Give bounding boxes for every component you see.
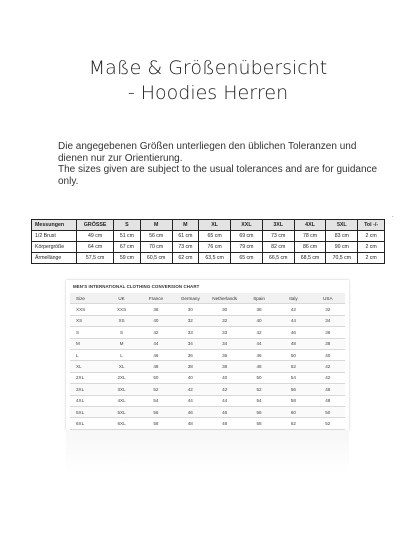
conversion-table-cell: 42 <box>139 327 173 338</box>
size-table-cell: 64 cm <box>77 242 114 253</box>
size-table-cell: 86 cm <box>294 242 326 253</box>
conversion-chart <box>66 280 349 430</box>
conversion-table-row <box>70 384 345 395</box>
size-table-cell: 1/2 Brust <box>32 231 77 242</box>
conversion-table-row <box>70 327 345 338</box>
size-table-cell: Ärmellänge <box>32 253 77 264</box>
tolerance-note-german: Die angegebenen Größen unterliegen den üblichen Toleranzen und dienen nur zur Orientierung. <box>58 141 357 164</box>
conversion-table-cell: XL <box>104 361 138 372</box>
conversion-chart-title: MEN'S INTERNATIONAL CLOTHING CONVERSION CHART <box>73 284 200 289</box>
conversion-table-cell: 38 <box>208 361 242 372</box>
conversion-table-cell: 36 <box>173 349 207 360</box>
conversion-table-cell: 44 <box>173 395 207 406</box>
conversion-table-cell: 54 <box>242 395 276 406</box>
conversion-table-cell: 60 <box>276 406 310 417</box>
size-table-header-cell: M <box>140 220 172 231</box>
conversion-table-cell: 50 <box>276 349 310 360</box>
conversion-table-cell: 44 <box>276 315 310 326</box>
size-table-body <box>32 231 385 264</box>
page-title-line-1: Maße & Größenübersicht <box>88 57 328 79</box>
conversion-table-cell: M <box>104 338 138 349</box>
conversion-table-row <box>70 349 345 360</box>
conversion-table-cell: S <box>70 327 104 338</box>
conversion-table-row <box>70 315 345 326</box>
conversion-table-cell: 46 <box>208 406 242 417</box>
size-table-header-cell: 4XL <box>294 220 326 231</box>
conversion-table-cell: 46 <box>173 406 207 417</box>
size-table-cell: 73 cm <box>172 242 199 253</box>
size-table-cell: 66,5 cm <box>262 253 294 264</box>
size-table-cell: 78 cm <box>294 231 326 242</box>
conversion-table-cell: 40 <box>208 372 242 383</box>
tolerance-note-english: The sizes given are subject to the usual tolerances and are for guidance only. <box>58 164 378 187</box>
size-table-header-cell: S <box>114 220 141 231</box>
conversion-table-cell: 50 <box>242 372 276 383</box>
conversion-table-cell: 58 <box>139 418 173 429</box>
conversion-table-cell: 34 <box>208 338 242 349</box>
size-table-cell: 68,5 cm <box>294 253 326 264</box>
size-table-header-cell: M <box>172 220 199 231</box>
conversion-table-cell: 46 <box>311 384 345 395</box>
conversion-table-cell: 6XL <box>70 418 104 429</box>
conversion-table-cell: 48 <box>173 418 207 429</box>
conversion-table-row <box>70 395 345 406</box>
conversion-table-cell: 62 <box>276 418 310 429</box>
size-table-header-row <box>32 220 385 231</box>
size-table-cell: 2 cm <box>358 242 385 253</box>
page-title-line-2: - Hoodies Herren <box>127 82 289 104</box>
conversion-table-cell: 52 <box>242 384 276 395</box>
conversion-table-cell: 52 <box>311 418 345 429</box>
size-table-header-cell: Tol -/- <box>358 220 385 231</box>
conversion-table-cell: 3XL <box>104 384 138 395</box>
size-table <box>31 219 385 264</box>
size-table-cell: 70,5 cm <box>326 253 358 264</box>
conversion-table-header-row <box>70 293 345 304</box>
conversion-table-cell: M <box>70 338 104 349</box>
conversion-table-cell: 32 <box>208 315 242 326</box>
conversion-table-cell: 5XL <box>70 406 104 417</box>
conversion-table-cell: 3XL <box>70 384 104 395</box>
size-table-row <box>32 242 385 253</box>
size-table-row <box>32 231 385 242</box>
conversion-table-body <box>70 304 345 429</box>
conversion-table-cell: 56 <box>139 406 173 417</box>
size-table-cell: 2 cm <box>358 231 385 242</box>
conversion-table-cell: 48 <box>208 418 242 429</box>
conversion-table-cell: 2XL <box>70 372 104 383</box>
conversion-table-cell: 46 <box>242 349 276 360</box>
conversion-table-cell: 40 <box>173 372 207 383</box>
conversion-table-cell: 42 <box>208 384 242 395</box>
conversion-table-cell: 38 <box>311 338 345 349</box>
conversion-table-header-cell: Spain <box>242 293 276 304</box>
conversion-table-cell: 33 <box>208 327 242 338</box>
size-table-header-cell: GRÖSSE <box>77 220 114 231</box>
conversion-table-cell: 40 <box>242 315 276 326</box>
conversion-table-cell: 52 <box>139 384 173 395</box>
conversion-table-cell: 54 <box>139 395 173 406</box>
conversion-table-row <box>70 361 345 372</box>
size-table-header-cell: XL <box>199 220 231 231</box>
size-table-cell: 51 cm <box>114 231 141 242</box>
size-table-cell: 90 cm <box>326 242 358 253</box>
conversion-table-cell: 54 <box>276 372 310 383</box>
conversion-table-cell: 5XL <box>104 406 138 417</box>
conversion-table-cell: 48 <box>276 338 310 349</box>
conversion-table-cell: 48 <box>311 395 345 406</box>
conversion-table-row <box>70 338 345 349</box>
size-table-cell: 61 cm <box>172 231 199 242</box>
size-table-cell: 65 cm <box>199 231 231 242</box>
conversion-table-cell: 42 <box>276 304 310 315</box>
conversion-table-cell: 42 <box>242 327 276 338</box>
size-table-header-cell: 3XL <box>262 220 294 231</box>
conversion-table-cell: 52 <box>276 361 310 372</box>
size-table-cell: 79 cm <box>231 242 263 253</box>
conversion-table-cell: 42 <box>311 361 345 372</box>
conversion-table-cell: 40 <box>311 349 345 360</box>
conversion-table-cell: 38 <box>139 304 173 315</box>
conversion-table-header-cell: France <box>139 293 173 304</box>
size-table-cell: Körpergröße <box>32 242 77 253</box>
size-table-cell: 57,5 cm <box>77 253 114 264</box>
conversion-table-header-cell: USA <box>311 293 345 304</box>
conversion-table-cell: 50 <box>311 406 345 417</box>
size-table-cell: 69 cm <box>231 231 263 242</box>
conversion-table-cell: 42 <box>311 372 345 383</box>
page-title <box>0 56 416 106</box>
conversion-table-row <box>70 304 345 315</box>
conversion-table-cell: 44 <box>139 338 173 349</box>
conversion-table-cell: 42 <box>173 384 207 395</box>
conversion-table-cell: 50 <box>139 372 173 383</box>
size-table-header-cell: Messungen <box>32 220 77 231</box>
conversion-table-header-cell: Italy <box>276 293 310 304</box>
conversion-table-cell: 58 <box>276 395 310 406</box>
size-table-cell: 65 cm <box>231 253 263 264</box>
conversion-table-cell: 30 <box>173 304 207 315</box>
size-table-cell: 60,5 cm <box>140 253 172 264</box>
decorative-dot: . <box>392 213 394 219</box>
size-table-cell: 83 cm <box>326 231 358 242</box>
conversion-table-cell: 46 <box>276 327 310 338</box>
conversion-table-cell: 56 <box>242 406 276 417</box>
size-table-cell: 62 cm <box>172 253 199 264</box>
size-table-cell: 2 cm <box>358 253 385 264</box>
conversion-chart-fade <box>66 430 349 475</box>
conversion-table-row <box>70 418 345 429</box>
conversion-table-cell: 32 <box>311 304 345 315</box>
conversion-table-cell: 32 <box>173 315 207 326</box>
size-table-cell: 59 cm <box>114 253 141 264</box>
conversion-table-cell: 38 <box>242 304 276 315</box>
conversion-table-cell: 34 <box>311 315 345 326</box>
conversion-table-cell: 34 <box>173 338 207 349</box>
conversion-table-cell: L <box>104 349 138 360</box>
conversion-table-cell: 58 <box>242 418 276 429</box>
conversion-table-cell: XS <box>70 315 104 326</box>
conversion-table-cell: S <box>104 327 138 338</box>
size-table-cell: 49 cm <box>77 231 114 242</box>
conversion-table-cell: 44 <box>242 338 276 349</box>
conversion-table-row <box>70 372 345 383</box>
conversion-table-header-cell: UK <box>104 293 138 304</box>
conversion-table-cell: XXS <box>104 304 138 315</box>
conversion-table-cell: 6XL <box>104 418 138 429</box>
size-table-cell: 73 cm <box>262 231 294 242</box>
conversion-table-cell: 36 <box>311 327 345 338</box>
conversion-table-row <box>70 406 345 417</box>
conversion-table-cell: 48 <box>242 361 276 372</box>
conversion-table-cell: 33 <box>173 327 207 338</box>
conversion-table-cell: XL <box>70 361 104 372</box>
conversion-table-cell: L <box>70 349 104 360</box>
size-table-cell: 63,5 cm <box>199 253 231 264</box>
conversion-table-cell: 48 <box>139 361 173 372</box>
conversion-table-header-cell: Size <box>70 293 104 304</box>
conversion-table-cell: 56 <box>276 384 310 395</box>
conversion-table-cell: 40 <box>139 315 173 326</box>
conversion-table-cell: 2XL <box>104 372 138 383</box>
size-table-cell: 82 cm <box>262 242 294 253</box>
conversion-table-header-cell: Germany <box>173 293 207 304</box>
conversion-table-cell: 30 <box>208 304 242 315</box>
conversion-table-cell: 44 <box>208 395 242 406</box>
conversion-table-header-cell: Netherlands <box>208 293 242 304</box>
size-table-cell: 56 cm <box>140 231 172 242</box>
size-table-cell: 70 cm <box>140 242 172 253</box>
conversion-table-cell: 38 <box>173 361 207 372</box>
conversion-table-cell: XS <box>104 315 138 326</box>
conversion-table-cell: 36 <box>208 349 242 360</box>
conversion-table-cell: 4XL <box>70 395 104 406</box>
size-table-header-cell: XXL <box>231 220 263 231</box>
size-table-cell: 76 cm <box>199 242 231 253</box>
size-table-header-cell: 5XL <box>326 220 358 231</box>
conversion-table <box>70 293 345 430</box>
size-table-row <box>32 253 385 264</box>
size-table-cell: 67 cm <box>114 242 141 253</box>
conversion-table-cell: 46 <box>139 349 173 360</box>
conversion-table-cell: 4XL <box>104 395 138 406</box>
tolerance-note <box>58 141 378 187</box>
conversion-table-cell: XXS <box>70 304 104 315</box>
